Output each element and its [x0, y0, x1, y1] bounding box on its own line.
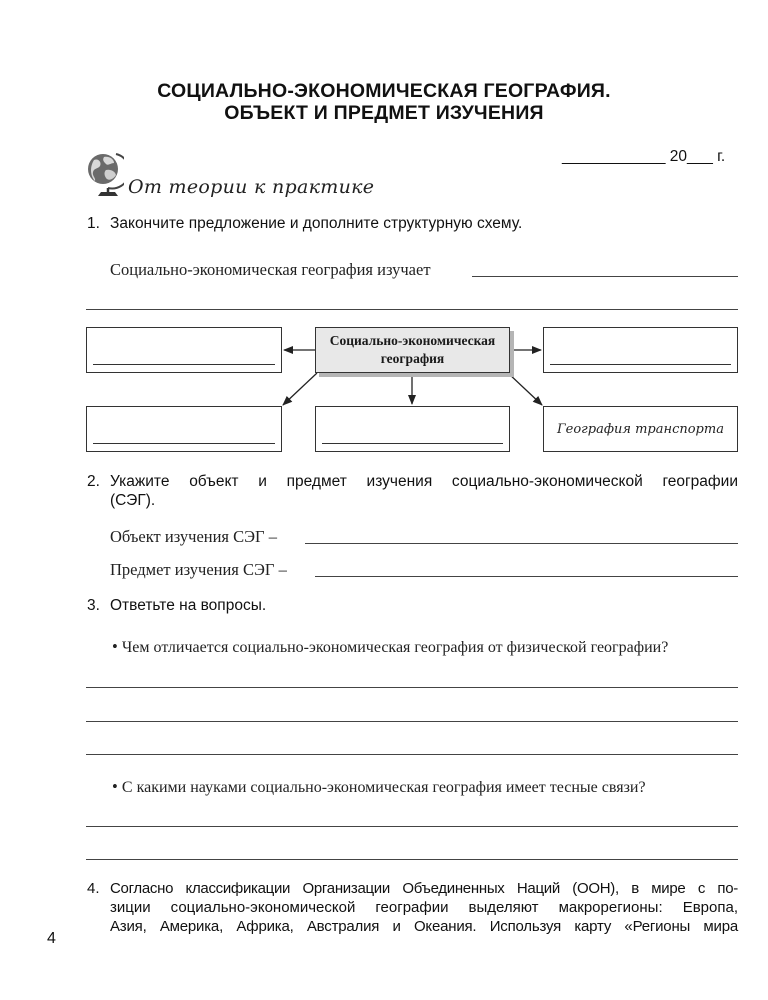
- question-2: [112, 777, 742, 797]
- diagram-center-box: [315, 327, 510, 373]
- answer-line-subject[interactable]: [315, 576, 738, 577]
- box-answer-line[interactable]: [93, 443, 275, 444]
- page-title-line1: СОЦИАЛЬНО-ЭКОНОМИЧЕСКАЯ ГЕОГРАФИЯ.: [157, 80, 611, 102]
- page-title-line2: ОБЪЕКТ И ПРЕДМЕТ ИЗУЧЕНИЯ: [224, 102, 544, 124]
- answer-line-q1-3[interactable]: [86, 754, 738, 755]
- task-1-instruction: Закончите предложение и дополните структурную схему.: [110, 215, 523, 232]
- answer-line-object[interactable]: [305, 543, 738, 544]
- diagram-box-top-right[interactable]: [543, 327, 738, 373]
- task-1-number: 1.: [87, 215, 100, 232]
- box-text-transport-geography: География транспорта: [557, 422, 724, 437]
- task-2: [87, 472, 738, 512]
- box-answer-line[interactable]: [322, 443, 503, 444]
- object-label: Объект изучения СЭГ –: [110, 527, 277, 546]
- task-4-line3: Азия, Америка, Африка, Австралия и Океания. Используя карту «Регионы мира: [110, 918, 738, 935]
- bullet: •: [112, 777, 118, 796]
- task-3-instruction: Ответьте на вопросы.: [110, 597, 267, 614]
- center-box-line1: Социально-экономическая: [329, 333, 496, 348]
- box-answer-line[interactable]: [93, 364, 275, 365]
- task-2-number: 2.: [87, 473, 100, 490]
- center-box-line2: география: [380, 351, 445, 366]
- bullet: •: [112, 637, 118, 656]
- diagram-box-bottom-right: [543, 406, 738, 452]
- diagram-arrows: [0, 0, 768, 470]
- task-1-sentence: Социально-экономическая география изучает: [110, 260, 431, 279]
- answer-line-q1-2[interactable]: [86, 721, 738, 722]
- question-2-text: С какими науками социально-экономическая география имеет тесные связи?: [121, 779, 646, 796]
- diagram-box-bottom-left[interactable]: [86, 406, 282, 452]
- task-4-line2: зиции социально-экономической географии выделяют макрорегионы: Европа,: [110, 899, 738, 916]
- task-4-number: 4.: [87, 880, 100, 897]
- answer-line-q1-1[interactable]: [86, 687, 738, 688]
- section-heading: От теории к практике: [128, 176, 375, 198]
- task-3-number: 3.: [87, 597, 100, 614]
- date-field[interactable]: ____________ 20___ г.: [562, 148, 726, 165]
- diagram-box-top-left[interactable]: [86, 327, 282, 373]
- diagram-box-bottom-center[interactable]: [315, 406, 510, 452]
- question-1-text: Чем отличается социально-экономическая география от физической географии?: [121, 639, 669, 656]
- task-2-instruction-line2: (СЭГ).: [110, 492, 156, 509]
- subject-label: Предмет изучения СЭГ –: [110, 560, 287, 579]
- page-number: 4: [47, 930, 56, 947]
- answer-line-q2-2[interactable]: [86, 859, 738, 860]
- task-2-instruction-line1: Укажите объект и предмет изучения социально-экономической географии: [110, 473, 738, 490]
- task-4-line1: Согласно классификации Организации Объединенных Наций (ООН), в мире с по-: [110, 880, 738, 897]
- task-3: [87, 596, 738, 616]
- box-answer-line[interactable]: [550, 364, 731, 365]
- answer-line-q2-1[interactable]: [86, 826, 738, 827]
- task-4: [87, 879, 738, 939]
- question-1: [112, 637, 742, 657]
